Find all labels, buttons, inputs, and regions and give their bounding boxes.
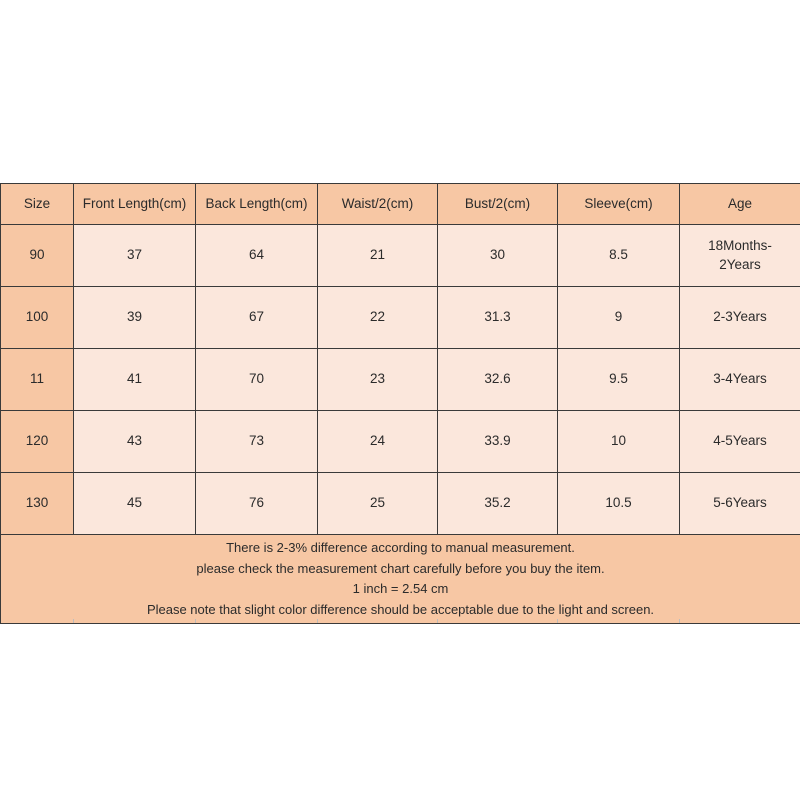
sleeve-cell: 10.5 bbox=[558, 473, 680, 535]
header-sleeve: Sleeve(cm) bbox=[558, 184, 680, 225]
header-row bbox=[1, 184, 800, 225]
table-row bbox=[1, 225, 800, 287]
waist-cell: 21 bbox=[318, 225, 438, 287]
front-length-cell: 37 bbox=[74, 225, 196, 287]
size-cell: 90 bbox=[1, 225, 74, 287]
age-cell bbox=[680, 411, 800, 473]
waist-cell: 22 bbox=[318, 287, 438, 349]
age-text: 2-3Years bbox=[713, 309, 767, 325]
age-cell bbox=[680, 287, 800, 349]
front-length-cell: 41 bbox=[74, 349, 196, 411]
note-line: Please note that slight color difference should be acceptable due to the light and screen. bbox=[146, 601, 655, 617]
back-length-cell: 76 bbox=[196, 473, 318, 535]
header-waist: Waist/2(cm) bbox=[318, 184, 438, 225]
back-length-cell: 67 bbox=[196, 287, 318, 349]
sleeve-cell: 9.5 bbox=[558, 349, 680, 411]
age-cell bbox=[680, 225, 800, 287]
table-row bbox=[1, 473, 800, 535]
bust-cell: 32.6 bbox=[438, 349, 558, 411]
size-chart bbox=[0, 183, 800, 619]
header-bust: Bust/2(cm) bbox=[438, 184, 558, 225]
note-line: please check the measurement chart carefully before you buy the item. bbox=[196, 560, 605, 576]
sleeve-cell: 8.5 bbox=[558, 225, 680, 287]
sleeve-cell: 10 bbox=[558, 411, 680, 473]
front-length-cell: 39 bbox=[74, 287, 196, 349]
header-age: Age bbox=[680, 184, 800, 225]
notes-cell bbox=[1, 535, 800, 624]
age-text: 4-5Years bbox=[713, 433, 767, 449]
front-length-cell: 43 bbox=[74, 411, 196, 473]
age-cell bbox=[680, 349, 800, 411]
bust-cell: 35.2 bbox=[438, 473, 558, 535]
note-line: There is 2-3% difference according to manual measurement. bbox=[226, 540, 575, 555]
notes-row bbox=[1, 535, 800, 624]
age-text: 18Months-2Years bbox=[708, 238, 772, 272]
age-cell bbox=[680, 473, 800, 535]
table-row bbox=[1, 287, 800, 349]
size-table bbox=[0, 183, 800, 624]
size-cell: 130 bbox=[1, 473, 74, 535]
age-text: 5-6Years bbox=[713, 495, 767, 511]
header-size: Size bbox=[1, 184, 74, 225]
back-length-cell: 64 bbox=[196, 225, 318, 287]
note-line: 1 inch = 2.54 cm bbox=[352, 581, 449, 596]
age-text: 3-4Years bbox=[713, 371, 767, 387]
sleeve-cell: 9 bbox=[558, 287, 680, 349]
back-length-cell: 73 bbox=[196, 411, 318, 473]
size-cell: 100 bbox=[1, 287, 74, 349]
header-front-length: Front Length(cm) bbox=[74, 184, 196, 225]
table-row bbox=[1, 349, 800, 411]
bust-cell: 33.9 bbox=[438, 411, 558, 473]
header-back-length: Back Length(cm) bbox=[196, 184, 318, 225]
bust-cell: 31.3 bbox=[438, 287, 558, 349]
size-cell: 11 bbox=[1, 349, 74, 411]
waist-cell: 24 bbox=[318, 411, 438, 473]
column-divider-ticks bbox=[0, 619, 800, 623]
waist-cell: 25 bbox=[318, 473, 438, 535]
table-row bbox=[1, 411, 800, 473]
waist-cell: 23 bbox=[318, 349, 438, 411]
front-length-cell: 45 bbox=[74, 473, 196, 535]
back-length-cell: 70 bbox=[196, 349, 318, 411]
bust-cell: 30 bbox=[438, 225, 558, 287]
size-cell: 120 bbox=[1, 411, 74, 473]
